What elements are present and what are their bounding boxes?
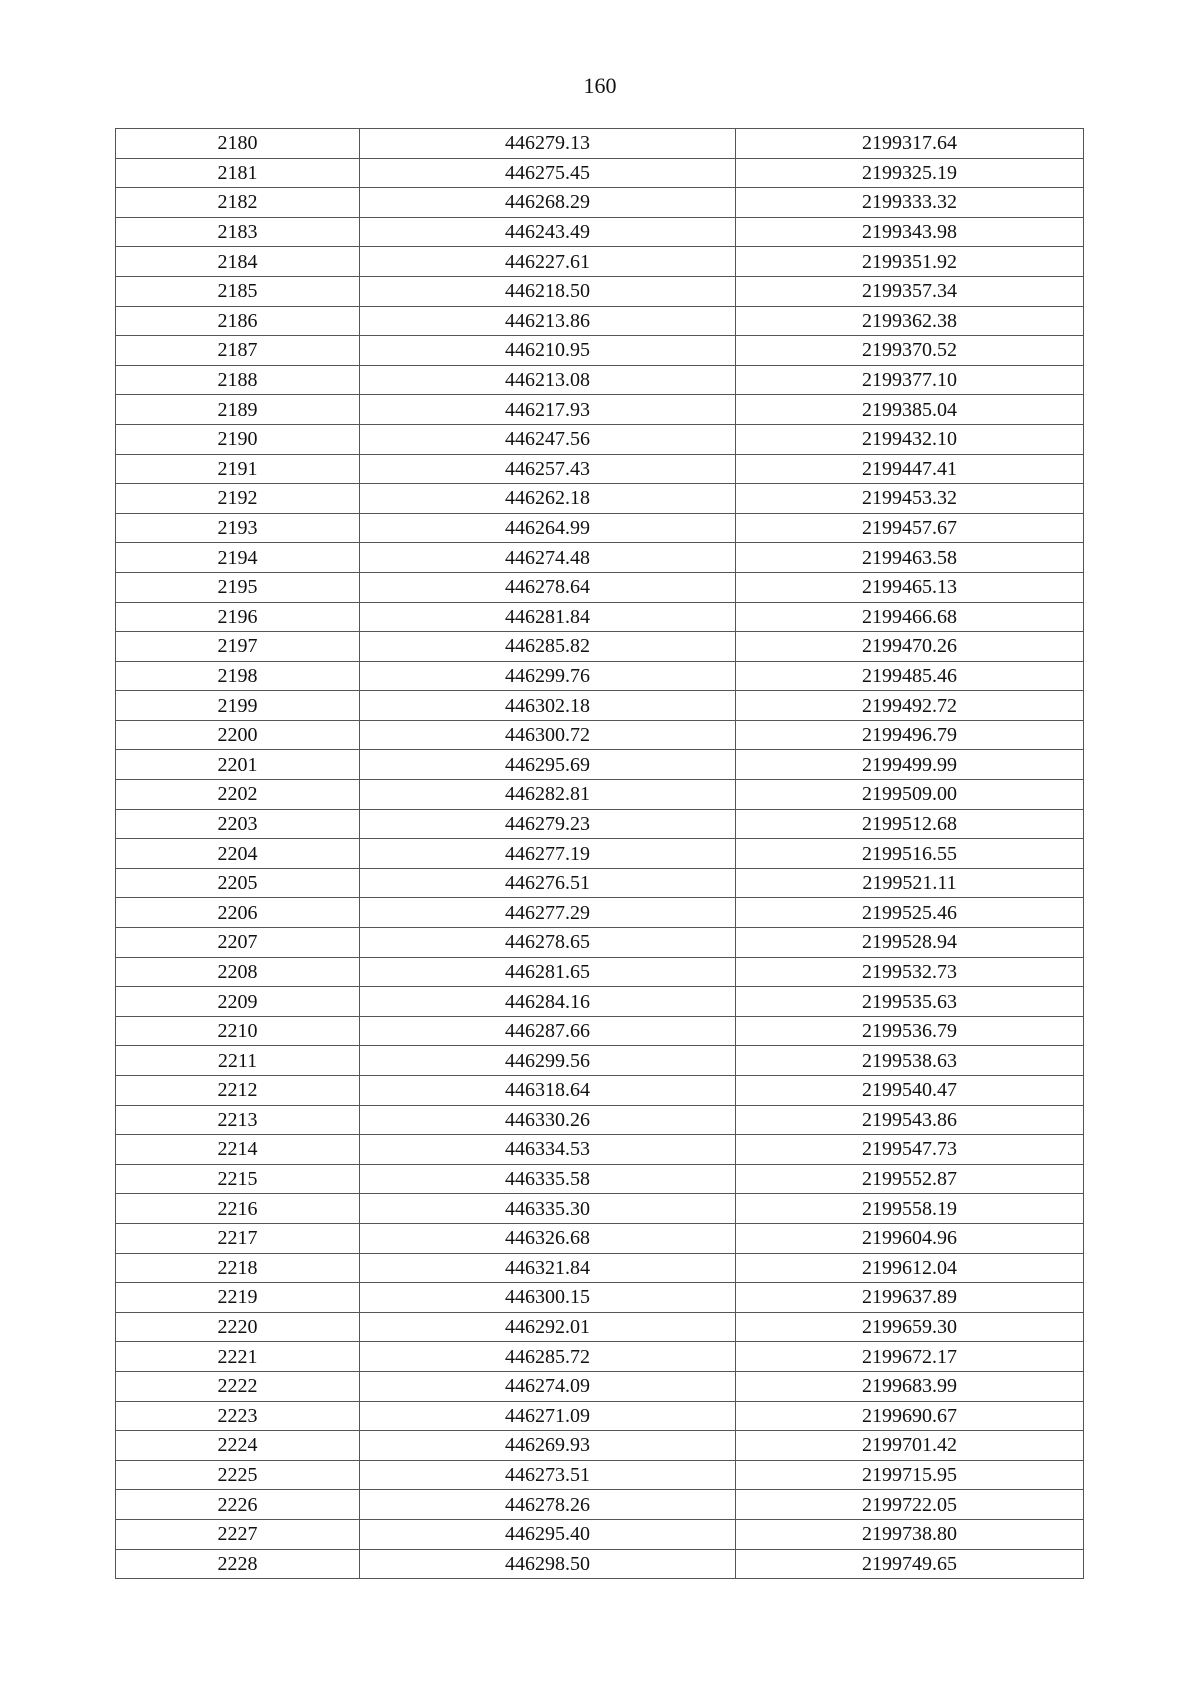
point-number-cell: 2195 — [116, 572, 360, 602]
point-number-cell: 2197 — [116, 632, 360, 662]
y-coordinate-cell: 2199470.26 — [736, 632, 1084, 662]
point-number-cell: 2192 — [116, 484, 360, 514]
y-coordinate-cell: 2199325.19 — [736, 158, 1084, 188]
table-row — [116, 454, 1084, 484]
y-coordinate-cell: 2199385.04 — [736, 395, 1084, 425]
table-row — [116, 1135, 1084, 1165]
table-row — [116, 1519, 1084, 1549]
point-number-cell: 2223 — [116, 1401, 360, 1431]
x-coordinate-cell: 446335.58 — [360, 1164, 736, 1194]
y-coordinate-cell: 2199357.34 — [736, 276, 1084, 306]
point-number-cell: 2188 — [116, 365, 360, 395]
point-number-cell: 2207 — [116, 928, 360, 958]
table-row — [116, 424, 1084, 454]
point-number-cell: 2205 — [116, 868, 360, 898]
x-coordinate-cell: 446295.69 — [360, 750, 736, 780]
x-coordinate-cell: 446274.48 — [360, 543, 736, 573]
table-row — [116, 336, 1084, 366]
y-coordinate-cell: 2199672.17 — [736, 1342, 1084, 1372]
table-row — [116, 809, 1084, 839]
y-coordinate-cell: 2199612.04 — [736, 1253, 1084, 1283]
point-number-cell: 2199 — [116, 691, 360, 721]
x-coordinate-cell: 446210.95 — [360, 336, 736, 366]
point-number-cell: 2210 — [116, 1016, 360, 1046]
table-row — [116, 188, 1084, 218]
table-row — [116, 1490, 1084, 1520]
point-number-cell: 2211 — [116, 1046, 360, 1076]
y-coordinate-cell: 2199552.87 — [736, 1164, 1084, 1194]
table-row — [116, 780, 1084, 810]
y-coordinate-cell: 2199370.52 — [736, 336, 1084, 366]
x-coordinate-cell: 446218.50 — [360, 276, 736, 306]
table-row — [116, 395, 1084, 425]
table-row — [116, 1046, 1084, 1076]
point-number-cell: 2228 — [116, 1549, 360, 1579]
y-coordinate-cell: 2199525.46 — [736, 898, 1084, 928]
y-coordinate-cell: 2199492.72 — [736, 691, 1084, 721]
point-number-cell: 2225 — [116, 1460, 360, 1490]
y-coordinate-cell: 2199540.47 — [736, 1076, 1084, 1106]
y-coordinate-cell: 2199536.79 — [736, 1016, 1084, 1046]
y-coordinate-cell: 2199715.95 — [736, 1460, 1084, 1490]
point-number-cell: 2220 — [116, 1312, 360, 1342]
point-number-cell: 2190 — [116, 424, 360, 454]
point-number-cell: 2221 — [116, 1342, 360, 1372]
table-row — [116, 1105, 1084, 1135]
table-row — [116, 1164, 1084, 1194]
x-coordinate-cell: 446269.93 — [360, 1431, 736, 1461]
table-row — [116, 1549, 1084, 1579]
y-coordinate-cell: 2199447.41 — [736, 454, 1084, 484]
x-coordinate-cell: 446278.26 — [360, 1490, 736, 1520]
y-coordinate-cell: 2199512.68 — [736, 809, 1084, 839]
y-coordinate-cell: 2199558.19 — [736, 1194, 1084, 1224]
table-row — [116, 1194, 1084, 1224]
x-coordinate-cell: 446279.23 — [360, 809, 736, 839]
point-number-cell: 2202 — [116, 780, 360, 810]
table-row — [116, 868, 1084, 898]
table-row — [116, 1342, 1084, 1372]
y-coordinate-cell: 2199499.99 — [736, 750, 1084, 780]
y-coordinate-cell: 2199496.79 — [736, 720, 1084, 750]
point-number-cell: 2212 — [116, 1076, 360, 1106]
y-coordinate-cell: 2199333.32 — [736, 188, 1084, 218]
x-coordinate-cell: 446299.76 — [360, 661, 736, 691]
y-coordinate-cell: 2199604.96 — [736, 1223, 1084, 1253]
table-row — [116, 839, 1084, 869]
x-coordinate-cell: 446326.68 — [360, 1223, 736, 1253]
point-number-cell: 2198 — [116, 661, 360, 691]
y-coordinate-cell: 2199509.00 — [736, 780, 1084, 810]
point-number-cell: 2209 — [116, 987, 360, 1017]
x-coordinate-cell: 446300.72 — [360, 720, 736, 750]
x-coordinate-cell: 446271.09 — [360, 1401, 736, 1431]
x-coordinate-cell: 446213.86 — [360, 306, 736, 336]
point-number-cell: 2219 — [116, 1283, 360, 1313]
point-number-cell: 2222 — [116, 1371, 360, 1401]
x-coordinate-cell: 446295.40 — [360, 1519, 736, 1549]
point-number-cell: 2218 — [116, 1253, 360, 1283]
x-coordinate-cell: 446279.13 — [360, 129, 736, 159]
table-row — [116, 987, 1084, 1017]
table-row — [116, 217, 1084, 247]
x-coordinate-cell: 446278.65 — [360, 928, 736, 958]
y-coordinate-cell: 2199463.58 — [736, 543, 1084, 573]
point-number-cell: 2214 — [116, 1135, 360, 1165]
point-number-cell: 2193 — [116, 513, 360, 543]
y-coordinate-cell: 2199343.98 — [736, 217, 1084, 247]
table-row — [116, 543, 1084, 573]
table-row — [116, 1312, 1084, 1342]
table-row — [116, 1460, 1084, 1490]
table-row — [116, 484, 1084, 514]
x-coordinate-cell: 446281.84 — [360, 602, 736, 632]
table-row — [116, 928, 1084, 958]
y-coordinate-cell: 2199466.68 — [736, 602, 1084, 632]
table-row — [116, 750, 1084, 780]
y-coordinate-cell: 2199749.65 — [736, 1549, 1084, 1579]
table-row — [116, 602, 1084, 632]
y-coordinate-cell: 2199377.10 — [736, 365, 1084, 395]
y-coordinate-cell: 2199528.94 — [736, 928, 1084, 958]
point-number-cell: 2194 — [116, 543, 360, 573]
point-number-cell: 2196 — [116, 602, 360, 632]
x-coordinate-cell: 446273.51 — [360, 1460, 736, 1490]
y-coordinate-cell: 2199543.86 — [736, 1105, 1084, 1135]
x-coordinate-cell: 446282.81 — [360, 780, 736, 810]
table-row — [116, 691, 1084, 721]
x-coordinate-cell: 446247.56 — [360, 424, 736, 454]
x-coordinate-cell: 446292.01 — [360, 1312, 736, 1342]
x-coordinate-cell: 446318.64 — [360, 1076, 736, 1106]
point-number-cell: 2186 — [116, 306, 360, 336]
x-coordinate-cell: 446330.26 — [360, 1105, 736, 1135]
table-row — [116, 661, 1084, 691]
x-coordinate-cell: 446278.64 — [360, 572, 736, 602]
x-coordinate-cell: 446334.53 — [360, 1135, 736, 1165]
y-coordinate-cell: 2199516.55 — [736, 839, 1084, 869]
point-number-cell: 2185 — [116, 276, 360, 306]
x-coordinate-cell: 446285.82 — [360, 632, 736, 662]
y-coordinate-cell: 2199538.63 — [736, 1046, 1084, 1076]
y-coordinate-cell: 2199701.42 — [736, 1431, 1084, 1461]
table-row — [116, 957, 1084, 987]
table-row — [116, 247, 1084, 277]
table-row — [116, 365, 1084, 395]
point-number-cell: 2224 — [116, 1431, 360, 1461]
point-number-cell: 2227 — [116, 1519, 360, 1549]
y-coordinate-cell: 2199659.30 — [736, 1312, 1084, 1342]
x-coordinate-cell: 446274.09 — [360, 1371, 736, 1401]
page-number: 160 — [583, 73, 617, 98]
table-row — [116, 898, 1084, 928]
point-number-cell: 2204 — [116, 839, 360, 869]
table-row — [116, 1223, 1084, 1253]
table-row — [116, 513, 1084, 543]
point-number-cell: 2183 — [116, 217, 360, 247]
table-row — [116, 129, 1084, 159]
x-coordinate-cell: 446287.66 — [360, 1016, 736, 1046]
point-number-cell: 2216 — [116, 1194, 360, 1224]
y-coordinate-cell: 2199722.05 — [736, 1490, 1084, 1520]
x-coordinate-cell: 446335.30 — [360, 1194, 736, 1224]
y-coordinate-cell: 2199457.67 — [736, 513, 1084, 543]
x-coordinate-cell: 446284.16 — [360, 987, 736, 1017]
x-coordinate-cell: 446243.49 — [360, 217, 736, 247]
point-number-cell: 2213 — [116, 1105, 360, 1135]
y-coordinate-cell: 2199637.89 — [736, 1283, 1084, 1313]
y-coordinate-cell: 2199362.38 — [736, 306, 1084, 336]
x-coordinate-cell: 446227.61 — [360, 247, 736, 277]
table-row — [116, 1371, 1084, 1401]
x-coordinate-cell: 446285.72 — [360, 1342, 736, 1372]
x-coordinate-cell: 446299.56 — [360, 1046, 736, 1076]
table-row — [116, 1253, 1084, 1283]
y-coordinate-cell: 2199465.13 — [736, 572, 1084, 602]
table-row — [116, 1401, 1084, 1431]
x-coordinate-cell: 446300.15 — [360, 1283, 736, 1313]
point-number-cell: 2181 — [116, 158, 360, 188]
point-number-cell: 2217 — [116, 1223, 360, 1253]
point-number-cell: 2203 — [116, 809, 360, 839]
x-coordinate-cell: 446277.19 — [360, 839, 736, 869]
y-coordinate-cell: 2199453.32 — [736, 484, 1084, 514]
x-coordinate-cell: 446321.84 — [360, 1253, 736, 1283]
table-row — [116, 1283, 1084, 1313]
point-number-cell: 2208 — [116, 957, 360, 987]
y-coordinate-cell: 2199317.64 — [736, 129, 1084, 159]
x-coordinate-cell: 446217.93 — [360, 395, 736, 425]
point-number-cell: 2182 — [116, 188, 360, 218]
y-coordinate-cell: 2199432.10 — [736, 424, 1084, 454]
y-coordinate-cell: 2199535.63 — [736, 987, 1084, 1017]
table-row — [116, 632, 1084, 662]
table-row — [116, 158, 1084, 188]
y-coordinate-cell: 2199547.73 — [736, 1135, 1084, 1165]
point-number-cell: 2191 — [116, 454, 360, 484]
x-coordinate-cell: 446277.29 — [360, 898, 736, 928]
x-coordinate-cell: 446268.29 — [360, 188, 736, 218]
table-row — [116, 1076, 1084, 1106]
point-number-cell: 2206 — [116, 898, 360, 928]
table-row — [116, 276, 1084, 306]
point-number-cell: 2187 — [116, 336, 360, 366]
table-row — [116, 720, 1084, 750]
x-coordinate-cell: 446298.50 — [360, 1549, 736, 1579]
x-coordinate-cell: 446213.08 — [360, 365, 736, 395]
y-coordinate-cell: 2199351.92 — [736, 247, 1084, 277]
x-coordinate-cell: 446276.51 — [360, 868, 736, 898]
point-number-cell: 2215 — [116, 1164, 360, 1194]
coordinates-table — [115, 128, 1084, 1579]
coordinates-table-body — [116, 129, 1084, 1579]
x-coordinate-cell: 446281.65 — [360, 957, 736, 987]
y-coordinate-cell: 2199485.46 — [736, 661, 1084, 691]
table-row — [116, 572, 1084, 602]
point-number-cell: 2200 — [116, 720, 360, 750]
x-coordinate-cell: 446257.43 — [360, 454, 736, 484]
y-coordinate-cell: 2199738.80 — [736, 1519, 1084, 1549]
y-coordinate-cell: 2199690.67 — [736, 1401, 1084, 1431]
x-coordinate-cell: 446275.45 — [360, 158, 736, 188]
x-coordinate-cell: 446302.18 — [360, 691, 736, 721]
point-number-cell: 2201 — [116, 750, 360, 780]
y-coordinate-cell: 2199683.99 — [736, 1371, 1084, 1401]
table-row — [116, 306, 1084, 336]
point-number-cell: 2189 — [116, 395, 360, 425]
point-number-cell: 2184 — [116, 247, 360, 277]
x-coordinate-cell: 446264.99 — [360, 513, 736, 543]
x-coordinate-cell: 446262.18 — [360, 484, 736, 514]
point-number-cell: 2226 — [116, 1490, 360, 1520]
table-row — [116, 1431, 1084, 1461]
table-row — [116, 1016, 1084, 1046]
y-coordinate-cell: 2199521.11 — [736, 868, 1084, 898]
point-number-cell: 2180 — [116, 129, 360, 159]
y-coordinate-cell: 2199532.73 — [736, 957, 1084, 987]
